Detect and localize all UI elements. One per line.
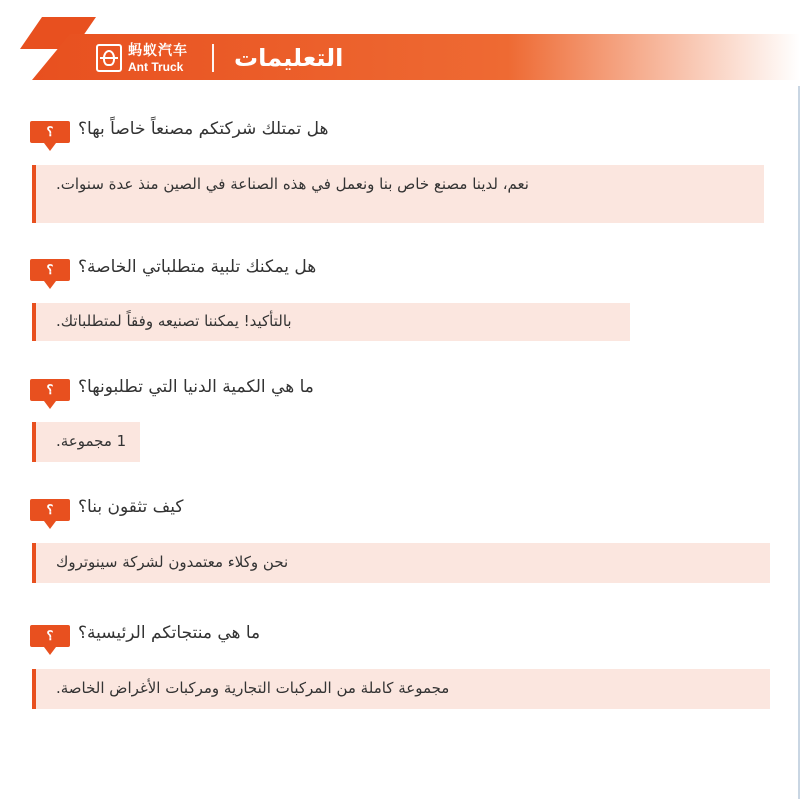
page-header bbox=[0, 0, 800, 90]
header-divider bbox=[212, 44, 214, 72]
faq-answer: نحن وكلاء معتمدون لشركة سينوتروك bbox=[56, 553, 289, 571]
question-mark-icon: ؟ bbox=[30, 121, 70, 143]
faq-answer: مجموعة كاملة من المركبات التجارية ومركبات الأغراض الخاصة. bbox=[56, 679, 450, 697]
faq-question: كيف تثقون بنا؟ bbox=[78, 497, 184, 517]
faq-answer-box bbox=[32, 165, 764, 223]
question-mark-icon: ؟ bbox=[30, 379, 70, 401]
page-title: التعليمات bbox=[234, 44, 344, 72]
question-mark-icon: ؟ bbox=[30, 625, 70, 647]
question-mark-icon: ؟ bbox=[30, 259, 70, 281]
faq-answer: بالتأكيد! يمكننا تصنيعه وفقاً لمتطلباتك. bbox=[56, 312, 292, 330]
faq-answer: نعم، لدينا مصنع خاص بنا ونعمل في هذه الصناعة في الصين منذ عدة سنوات. bbox=[56, 175, 529, 193]
faq-question: هل تمتلك شركتكم مصنعاً خاصاً بها؟ bbox=[78, 119, 329, 139]
faq-question: هل يمكنك تلبية متطلباتي الخاصة؟ bbox=[78, 257, 317, 277]
faq-answer-box bbox=[32, 303, 630, 341]
faq-question: ما هي الكمية الدنيا التي تطلبونها؟ bbox=[78, 377, 314, 397]
brand-name-english: Ant Truck bbox=[128, 59, 184, 74]
faq-answer-box bbox=[32, 669, 770, 709]
question-mark-icon: ؟ bbox=[30, 499, 70, 521]
faq-question: ما هي منتجاتكم الرئيسية؟ bbox=[78, 623, 261, 643]
ant-logo-icon bbox=[96, 44, 122, 72]
brand-name-chinese: 蚂蚁汽车 bbox=[128, 42, 188, 59]
faq-answer: 1 مجموعة. bbox=[56, 432, 127, 450]
brand-logo[interactable] bbox=[96, 42, 343, 74]
faq-answer-box bbox=[32, 543, 770, 583]
faq-answer-box bbox=[32, 422, 140, 462]
